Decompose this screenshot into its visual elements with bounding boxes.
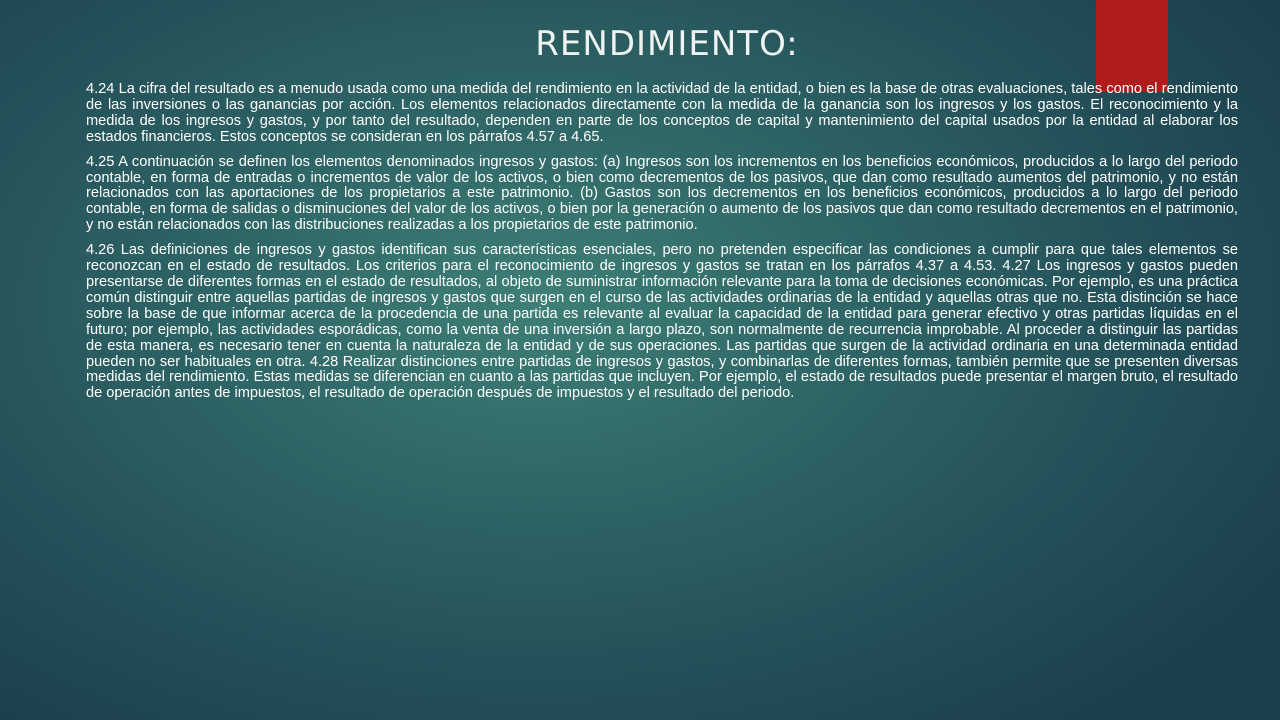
paragraph-4-26: 4.26 Las definiciones de ingresos y gastos identifican sus características esenciales, pero no pretenden especificar las condiciones a cumplir para que tales elementos se reconozcan en el estado de resultados. Los criterios para el reconocimiento de ingresos y gastos se tratan en los párrafos 4.37 a 4.53. 4.27 Los ingresos y gastos pueden presentarse de diferentes formas en el estado de resultados, al objeto de suministrar información relevante para la toma de decisiones económicas. Por ejemplo, es una práctica común distinguir entre aquellas partidas de ingresos y gastos que surgen en el curso de las actividades ordinarias de la entidad y aquellas otras que no. Esta distinción se hace sobre la base de que informar acerca de la procedencia de una partida es relevante al evaluar la capacidad de la entidad para generar efectivo y otras partidas líquidas en el futuro; por ejemplo, las actividades esporádicas, como la venta de una inversión a largo plazo, son normalmente de recurrencia improbable. Al proceder a distinguir las partidas de esta manera, es necesario tener en cuenta la naturaleza de la entidad y de sus operaciones. Las partidas que surgen de la actividad ordinaria en una determinada entidad pueden no ser habituales en otra. 4.28 Realizar distinciones entre partidas de ingresos y gastos, y combinarlas de diferentes formas, también permite que se presenten diversas medidas del rendimiento. Estas medidas se diferencian en cuanto a las partidas que incluyen. Por ejemplo, el estado de resultados puede presentar el margen bruto, el resultado de operación antes de impuestos, el resultado de operación después de impuestos y el resultado del periodo. — [86, 242, 1238, 402]
slide-body — [86, 82, 1238, 411]
paragraph-4-24: 4.24 La cifra del resultado es a menudo usada como una medida del rendimiento en la actividad de la entidad, o bien es la base de otras evaluaciones, tales como el rendimiento de las inversiones o las ganancias por acción. Los elementos relacionados directamente con la medida de la ganancia son los ingresos y los gastos. El reconocimiento y la medida de los ingresos y gastos, y por tanto del resultado, dependen en parte de los conceptos de capital y mantenimiento del capital usados por la entidad al elaborar los estados financieros. Estos conceptos se consideran en los párrafos 4.57 a 4.65. — [86, 81, 1238, 145]
slide-title: RENDIMIENTO: — [535, 24, 799, 64]
paragraph-4-25: 4.25 A continuación se definen los elementos denominados ingresos y gastos: (a) Ingresos son los incrementos en los beneficios económicos, producidos a lo largo del periodo contable, en forma de entradas o incrementos de valor de los activos, o bien como decrementos de los pasivos, que dan como resultado aumentos del patrimonio, y no están relacionados con las aportaciones de los propietarios a este patrimonio. (b) Gastos son los decrementos en los beneficios económicos, producidos a lo largo del periodo contable, en forma de salidas o disminuciones del valor de los activos, o bien por la generación o aumento de los pasivos que dan como resultado decrementos en el patrimonio, y no están relacionados con las distribuciones realizadas a los propietarios de este patrimonio. — [86, 153, 1238, 234]
